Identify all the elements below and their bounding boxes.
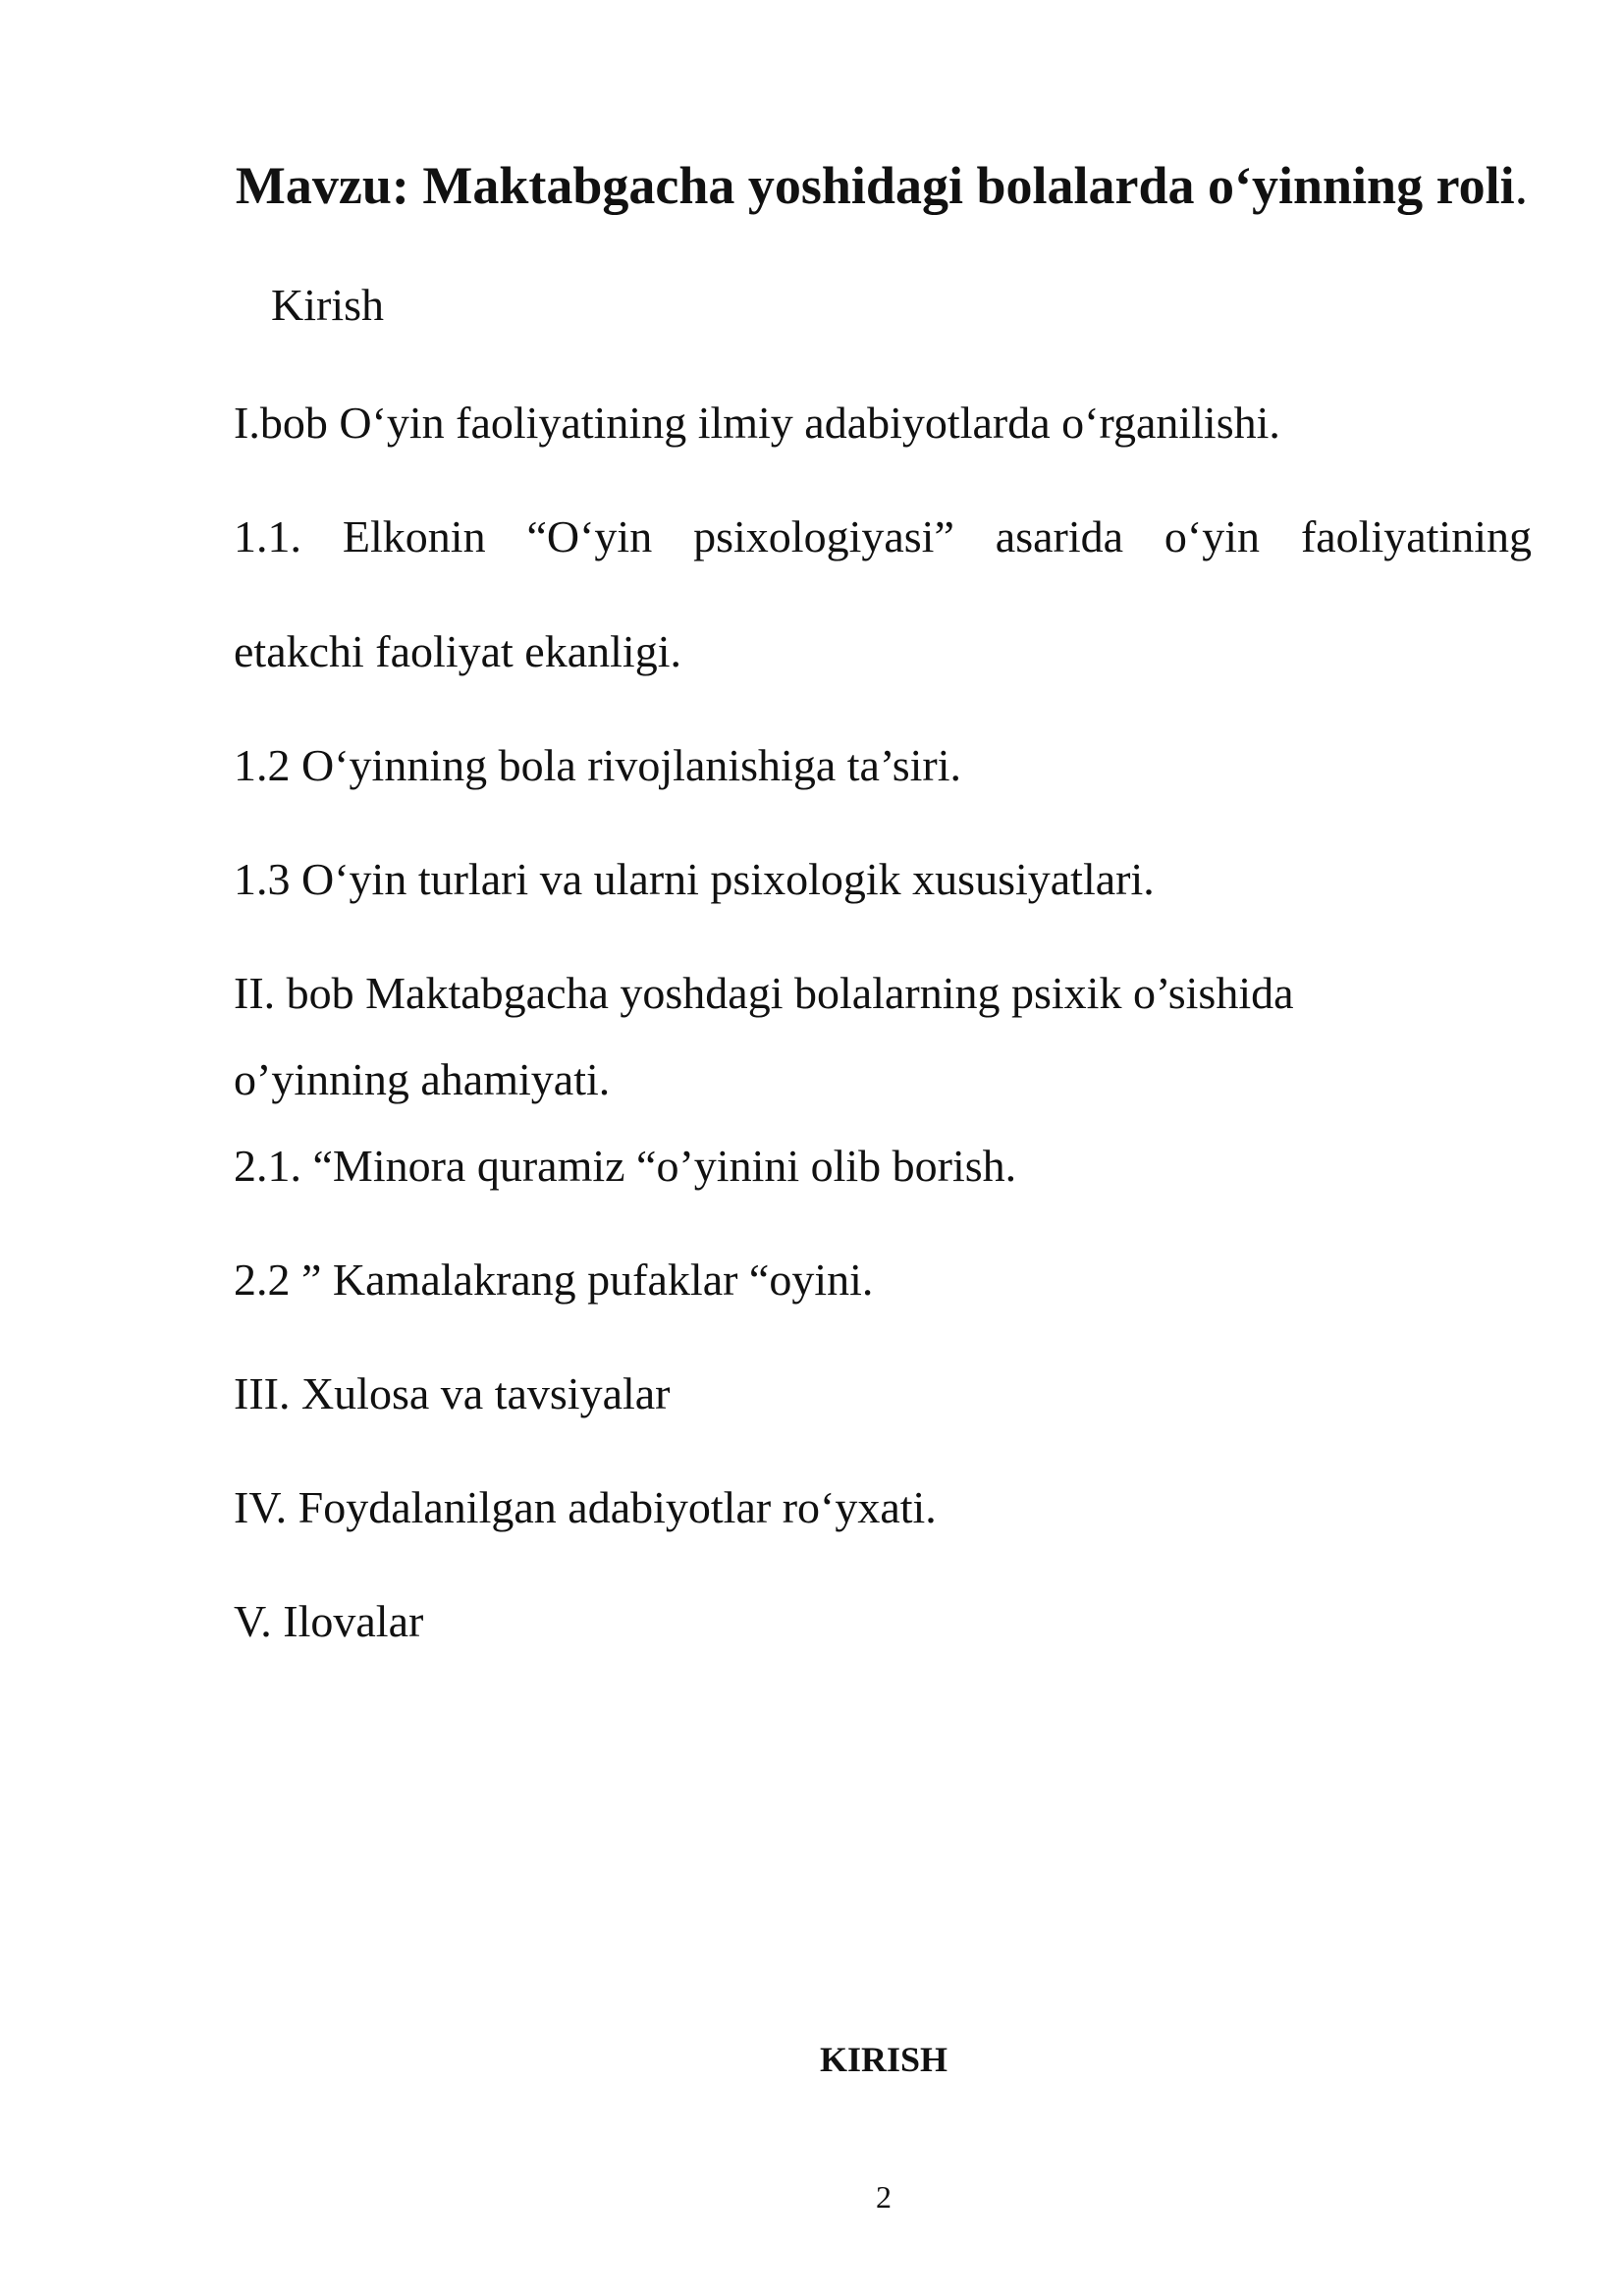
document-title-text: Mavzu: Maktabgacha yoshidagi bolalarda o‘yinning roli: [235, 156, 1515, 215]
toc-item-chapter-3: III. Xulosa va tavsiyalar: [234, 1368, 671, 1418]
toc-item-1-1-line-1: 1.1. Elkonin “O‘yin psixologiyasi” asarida o‘yin faoliyatining: [234, 511, 1532, 561]
toc-item-chapter-4: IV. Foydalanilgan adabiyotlar ro‘yxati.: [234, 1482, 937, 1532]
toc-item-2-2: 2.2 ” Kamalakrang pufaklar “oyini.: [234, 1255, 874, 1305]
document-title: [234, 152, 1530, 219]
toc-item-1-2: 1.2 O‘yinning bola rivojlanishiga ta’siri.: [234, 740, 962, 790]
toc-item-1-1-line-2: etakchi faoliyat ekanligi.: [234, 626, 681, 676]
toc-item-chapter-1: I.bob O‘yin faoliyatining ilmiy adabiyotlarda o‘rganilishi.: [234, 398, 1280, 448]
toc-item-intro: Kirish: [271, 280, 384, 330]
document-title-dot: .: [1514, 156, 1529, 215]
toc-item-2-1: 2.1. “Minora quramiz “o’yinini olib borish.: [234, 1141, 1017, 1191]
toc-item-chapter-2-line-2: o’yinning ahamiyati.: [234, 1054, 611, 1104]
toc-item-1-3: 1.3 O‘yin turlari va ularni psixologik xususiyatlari.: [234, 854, 1155, 904]
toc-item-chapter-2-line-1: II. bob Maktabgacha yoshdagi bolalarning psixik o’sishida: [234, 968, 1294, 1018]
toc-item-chapter-5: V. Ilovalar: [234, 1596, 424, 1646]
page-number: 2: [876, 2179, 892, 2215]
section-heading-kirish: KIRISH: [819, 2040, 948, 2079]
